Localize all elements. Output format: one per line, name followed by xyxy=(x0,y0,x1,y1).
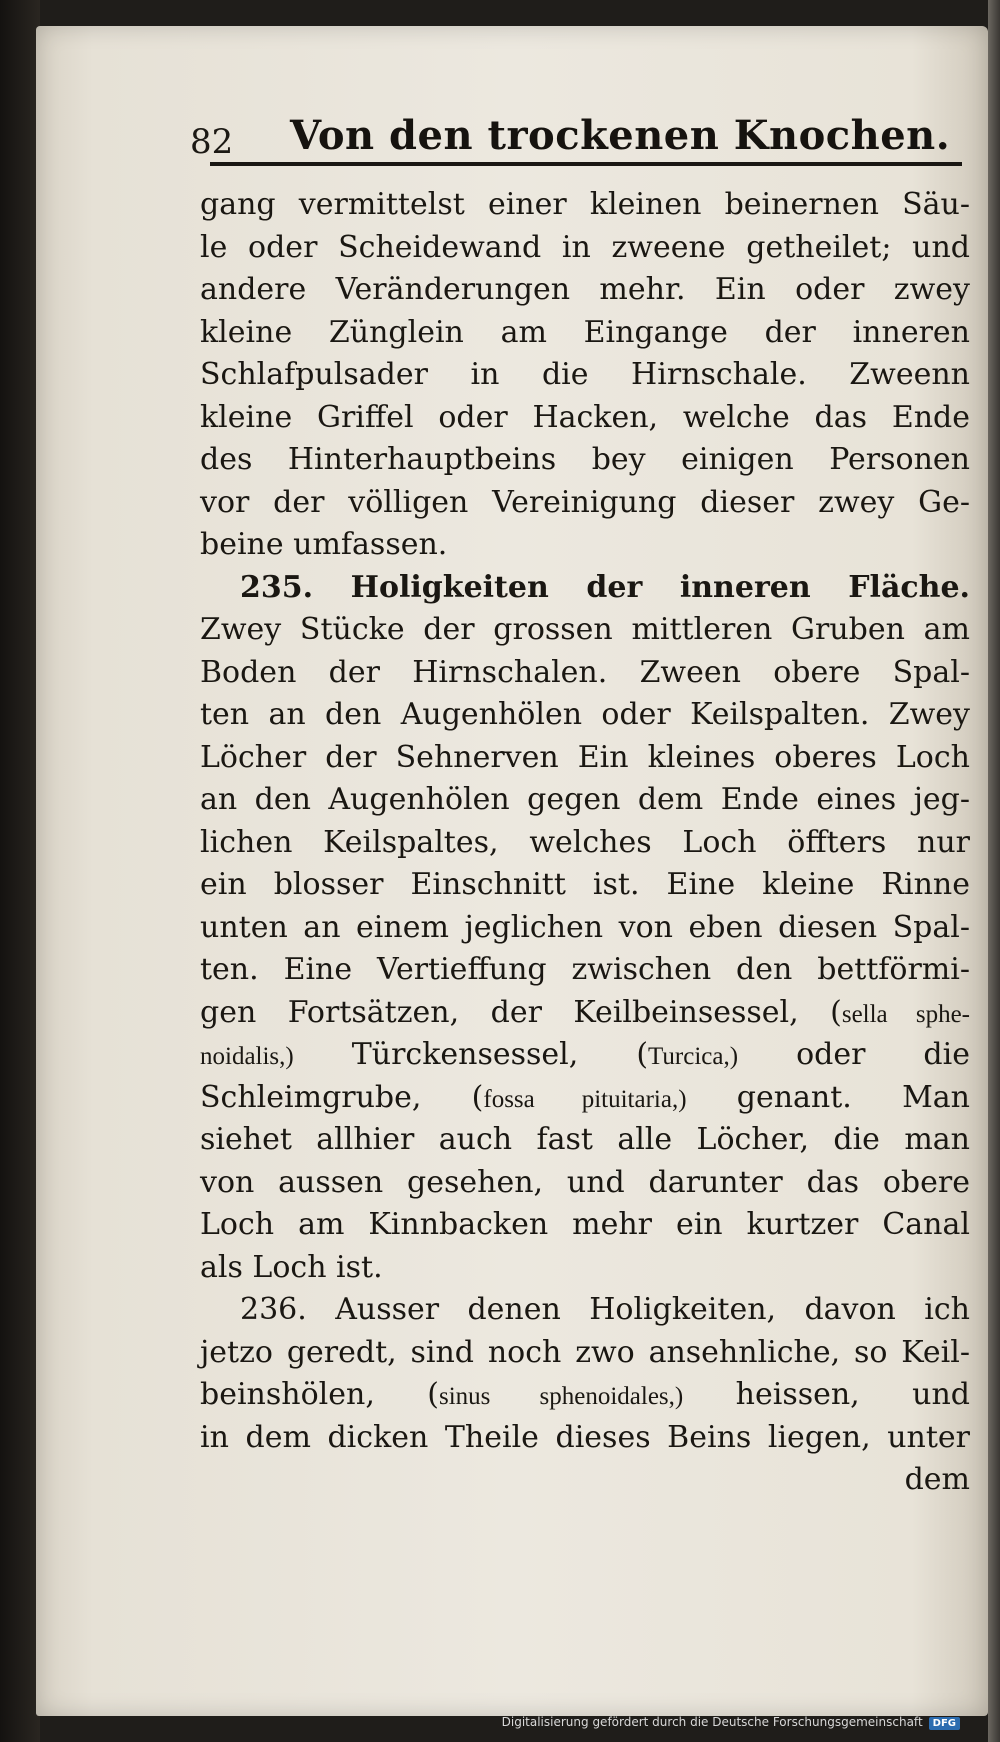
text-line: ten an den Augenhölen oder Keilspalten. Zwey xyxy=(200,697,970,732)
body-text xyxy=(200,184,970,1502)
section-heading-235: 235. Holigkeiten der inneren Fläche. xyxy=(240,569,970,605)
page-number: 82 xyxy=(190,122,234,162)
text-line: unten an einem jeglichen von eben diesen Spal- xyxy=(200,909,970,945)
text-line: 236. Ausser denen Holigkeiten, davon ich xyxy=(240,1292,970,1327)
latin-term: noidalis,) xyxy=(200,1043,294,1070)
text-line: kleine Griffel oder Hacken, welche das Ende xyxy=(200,399,970,435)
text-line: von aussen gesehen, und darunter das obere xyxy=(200,1164,970,1200)
text-fragment: Schleimgrube, ( xyxy=(200,1079,484,1115)
latin-term: sella sphe- xyxy=(841,1000,971,1028)
text-line: Loch am Kinnbacken mehr ein kurtzer Canal xyxy=(200,1207,970,1242)
text-line: Schlafpulsader in die Hirnschale. Zweenn xyxy=(200,357,970,392)
text-line-mixed xyxy=(200,1034,970,1077)
text-line: kleine Zünglein am Eingange der inneren xyxy=(200,314,970,350)
text-fragment: beinshölen, ( xyxy=(200,1377,439,1412)
latin-term: Turcica,) xyxy=(648,1043,739,1070)
text-line-mixed xyxy=(200,1077,970,1120)
text-line: le oder Scheidewand in zweene getheilet; und xyxy=(200,229,970,265)
text-line: Zwey Stücke der grossen mittleren Gruben am xyxy=(200,612,970,647)
scan-background-left xyxy=(0,0,40,1742)
text-line: vor der völligen Vereinigung dieser zwey Ge- xyxy=(200,484,970,520)
page-header xyxy=(190,108,960,164)
text-line: ein blosser Einschnitt ist. Eine kleine Rinne xyxy=(200,867,970,902)
text-line: lichen Keilspaltes, welches Loch öffters nur xyxy=(200,824,970,860)
text-fragment: gen Fortsätzen, der Keilbeinsessel, ( xyxy=(200,994,842,1030)
scan-page-edge xyxy=(988,0,1000,1742)
catchword: dem xyxy=(904,1462,970,1497)
latin-term: sinus sphenoidales,) xyxy=(438,1383,684,1410)
text-line: an den Augenhölen gegen dem Ende eines jeg- xyxy=(200,782,970,817)
text-line: beine umfassen. xyxy=(200,527,448,562)
text-line: andere Veränderungen mehr. Ein oder zwey xyxy=(200,272,970,307)
credit-text: Digitalisierung gefördert durch die Deutsche Forschungsgemeinschaft xyxy=(501,1715,923,1729)
text-line: als Loch ist. xyxy=(200,1249,383,1285)
text-fragment: Türckensessel, ( xyxy=(293,1037,649,1072)
text-line: in dem dicken Theile dieses Beins liegen, unter xyxy=(200,1419,970,1455)
latin-term: fossa pituitaria,) xyxy=(483,1085,687,1113)
dfg-logo: DFG xyxy=(929,1717,960,1730)
text-line-mixed xyxy=(200,992,970,1035)
text-line-mixed xyxy=(200,1374,970,1417)
text-line: jetzo geredt, sind noch zwo ansehnliche, so Keil- xyxy=(200,1334,970,1370)
text-line: Löcher der Sehnerven Ein kleines oberes Loch xyxy=(200,739,970,775)
text-line: gang vermittelst einer kleinen beinernen Säu- xyxy=(200,187,970,222)
digitization-credit xyxy=(502,1715,960,1730)
text-line: siehet allhier auch fast alle Löcher, die man xyxy=(200,1122,970,1157)
header-rule xyxy=(210,162,962,166)
text-line: Boden der Hirnschalen. Zween obere Spal- xyxy=(200,654,970,690)
running-head: Von den trockenen Knochen. xyxy=(290,112,951,159)
text-fragment: genant. Man xyxy=(686,1079,971,1115)
text-line: ten. Eine Vertieffung zwischen den bettförmi- xyxy=(200,952,970,987)
text-line: des Hinterhauptbeins bey einigen Personen xyxy=(200,442,970,477)
text-fragment: heissen, und xyxy=(683,1377,970,1412)
text-fragment: oder die xyxy=(738,1037,970,1072)
